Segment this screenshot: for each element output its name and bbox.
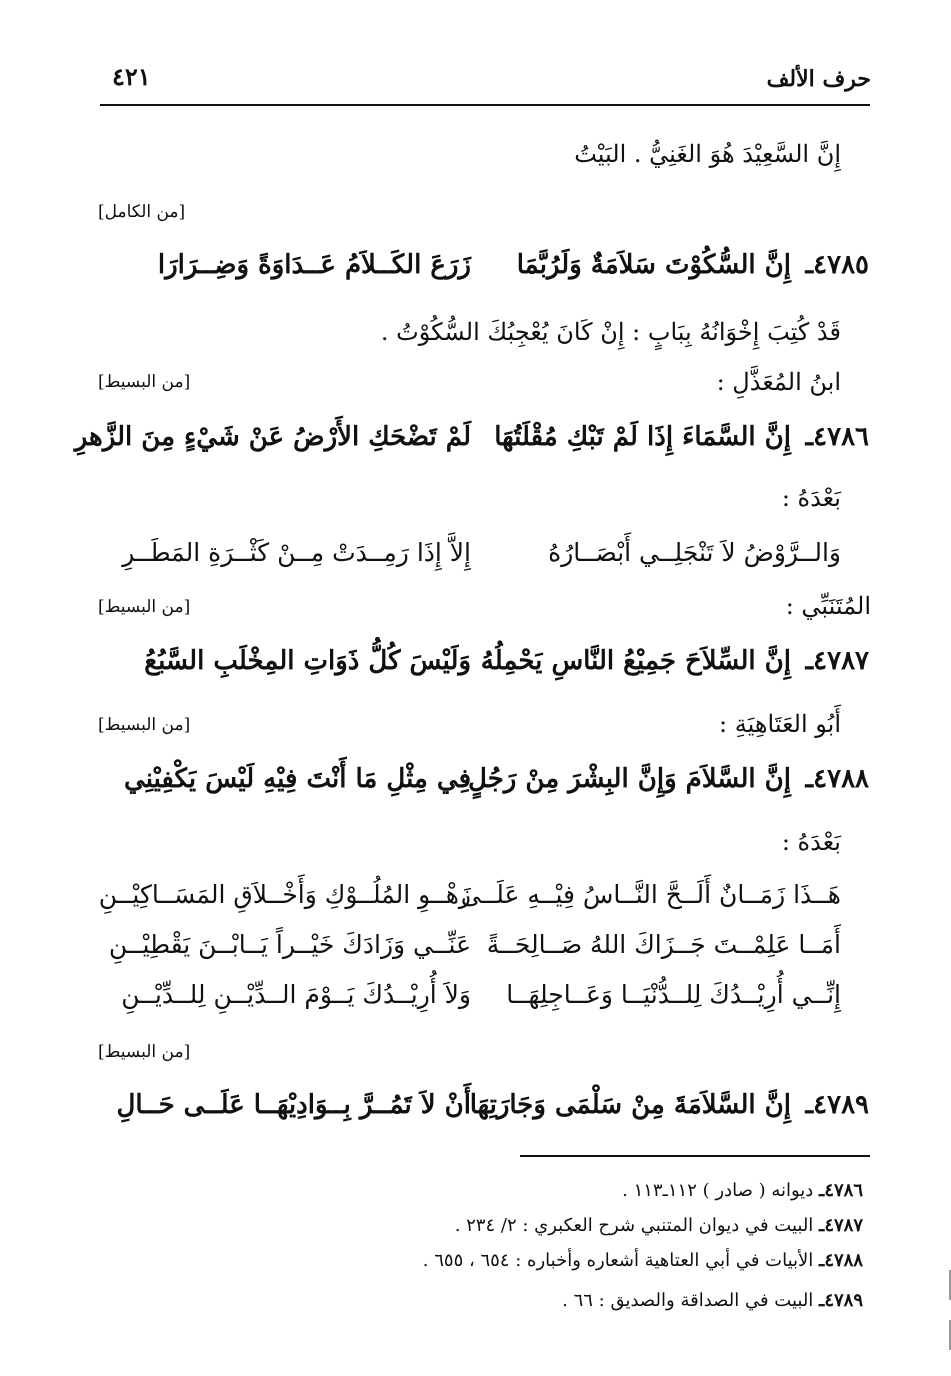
footnote-text: البيت في ديوان المتنبي شرح العكبري : ٢/ ٢٣٤ . <box>454 1215 814 1236</box>
poet-name: المُتَنَبِّي : <box>785 592 871 620</box>
verse-hemistich-left: عَنِّــي وَزَادَكَ خَيْــراً يَــابْــنَ يَقْطِيْــنِ <box>108 930 471 959</box>
verse-hemistich-left: وَلَيْسَ كُلُّ ذَوَاتِ المِخْلَبِ السَّبُعُ <box>144 646 471 676</box>
meter-label: [من البسيط] <box>98 1042 191 1062</box>
footnote <box>622 1180 863 1201</box>
verse-hemistich-left: لَمْ تَضْحَكِ الأَرْضُ عَنْ شَيْءٍ مِنَ الزَّهرِ <box>74 422 471 452</box>
verse-number: ٤٧٨٧ـ <box>805 646 869 676</box>
header-rule <box>100 104 870 106</box>
meter-label: [من البسيط] <box>98 715 191 735</box>
verse-hemistich-right: وَالــرَّوْضُ لاَ تَنْجَلِــي أَبْصَــارُهُ <box>548 538 841 567</box>
meter-label: [من البسيط] <box>98 597 191 617</box>
verse-number: ٤٧٨٩ـ <box>805 1090 869 1120</box>
verse-number: ٤٧٨٥ـ <box>805 250 869 280</box>
verse-number: ٤٧٨٦ـ <box>805 422 869 452</box>
meter-label: [من الكامل] <box>98 202 186 222</box>
verse-hemistich-right: هَــذَا زَمَــانٌ أَلَــحَّ النَّــاسُ فِيْــهِ عَلَــى <box>460 880 841 909</box>
verse-hemistich-right: إِنَّ السَّلاَمَ وَإِنَّ البِشْرَ مِنْ رَجُلٍ <box>468 764 791 794</box>
chapter-title: حرف الألف <box>766 66 871 92</box>
footnote-number: ٤٧٨٨ـ <box>819 1250 863 1271</box>
footnote-number: ٤٧٨٩ـ <box>819 1290 863 1311</box>
prose-line: بَعْدَهُ : <box>781 484 841 512</box>
verse-hemistich-right: إِنَّ السَّلاَمَةَ مِنْ سَلْمَى وَجَارَتِهَا <box>469 1090 791 1120</box>
verse-hemistich-right: إِنَّ السَّمَاءَ إِذَا لَمْ تَبْكِ مُقْلَتُهَا <box>494 422 791 452</box>
footnote-rule <box>520 1155 870 1157</box>
verse-hemistich-right: أَمَــا عَلِمْــتَ جَــزَاكَ اللهُ صَــالِحَــةً <box>486 930 841 959</box>
footnote <box>423 1250 863 1271</box>
verse-hemistich-right: إِنِّــي أُرِيْــدُكَ لِلــدُّنْيَــا وَعَــاجِلِهَــا <box>506 980 841 1009</box>
verse-hemistich-left: أَنْ لاَ تَمُــرَّ بِــوَادِيْهَــا عَلَــى حَــالِ <box>116 1090 471 1120</box>
verse-hemistich-left: إِلاَّ إِذَا رَمِــدَتْ مِــنْ كَثْــرَةِ المَطَــرِ <box>122 538 471 567</box>
meter-label: [من البسيط] <box>98 372 191 392</box>
footnote-text: البيت في الصداقة والصديق : ٦٦ . <box>562 1290 814 1311</box>
verse-hemistich-right: إِنَّ السُّكُوْتَ سَلاَمَةٌ وَلَرُبَّمَا <box>516 250 791 280</box>
verse-number: ٤٧٨٨ـ <box>805 764 869 794</box>
prose-line: إِنَّ السَّعِيْدَ هُوَ الغَنِيُّ . البَيْتُ <box>574 140 841 168</box>
page-number: ٤٢١ <box>112 62 151 91</box>
verse-hemistich-left: فِي مِثْلِ مَا أَنْتَ فِيْهِ لَيْسَ يَكْفِيْنِي <box>124 764 471 794</box>
verse-hemistich-right: إِنَّ السِّلاَحَ جَمِيْعُ النَّاسِ يَحْمِلُهُ <box>480 646 791 676</box>
prose-line: بَعْدَهُ : <box>781 828 841 856</box>
footnote-number: ٤٧٨٦ـ <box>819 1180 863 1201</box>
verse-hemistich-left: زَرَعَ الكَــلاَمُ عَــدَاوَةً وَضِــرَارَا <box>157 250 471 280</box>
prose-line: قَدْ كُتِبَ إِخْوَانُهُ بِبَابٍ : إِنْ كَانَ يُعْجِبُكَ السُّكُوْتُ . <box>380 318 841 346</box>
verse-hemistich-left: زَهْــوِ المُلُــوْكِ وَأَخْــلاَقِ المَسَــاكِيْــنِ <box>98 880 471 909</box>
poet-name: أَبُو العَتَاهِيَةِ : <box>719 710 841 738</box>
footnote-number: ٤٧٨٧ـ <box>819 1215 863 1236</box>
verse-hemistich-left: وَلاَ أُرِيْــدُكَ يَــوْمَ الــدِّيْــنِ لِلــدِّيْــنِ <box>121 980 471 1009</box>
footnote <box>455 1215 863 1236</box>
footnote-text: ديوانه ( صادر ) ١١٢ـ١١٣ . <box>622 1180 814 1201</box>
poet-name: ابنُ المُعَذَّلِ : <box>716 368 841 396</box>
footnote <box>562 1290 863 1311</box>
footnote-text: الأبيات في أبي العتاهية أشعاره وأخباره : ٦٥٤ ، ٦٥٥ . <box>422 1250 814 1271</box>
